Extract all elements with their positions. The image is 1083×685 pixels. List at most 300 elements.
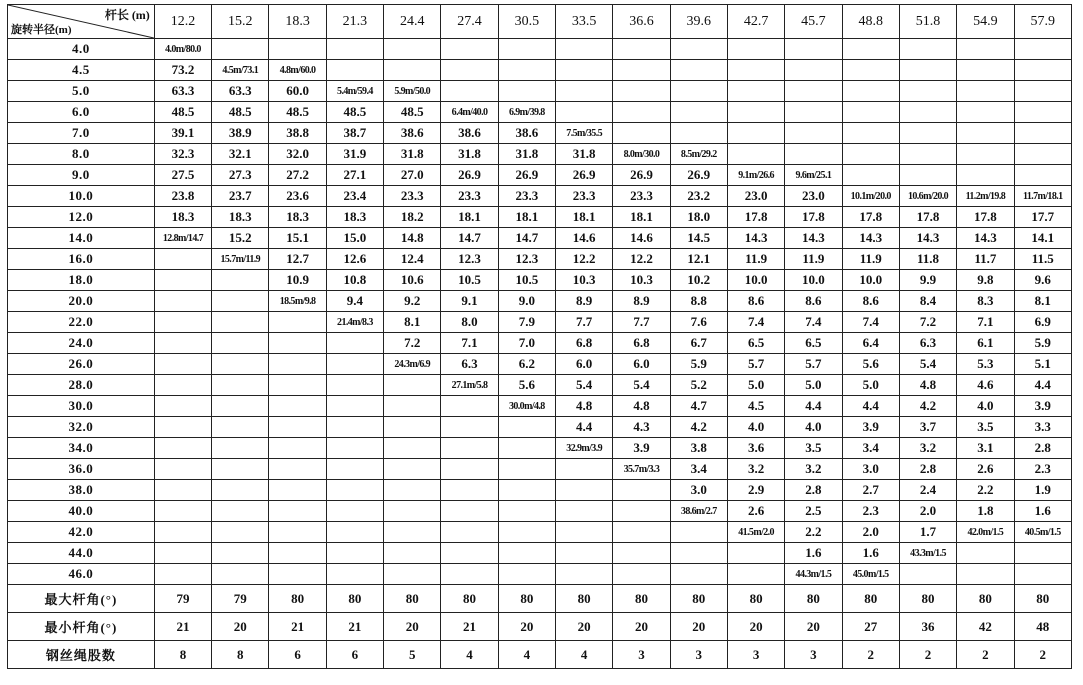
load-cell bbox=[957, 102, 1014, 123]
footer-value: 20 bbox=[727, 613, 784, 641]
load-cell: 48.5 bbox=[269, 102, 326, 123]
load-cell bbox=[613, 123, 670, 144]
footer-value: 80 bbox=[899, 585, 956, 613]
load-cell: 31.8 bbox=[441, 144, 498, 165]
footer-value: 80 bbox=[957, 585, 1014, 613]
table-row bbox=[8, 459, 1072, 480]
load-cell bbox=[613, 564, 670, 585]
load-cell: 14.8 bbox=[384, 228, 441, 249]
limit-load-cell: 44.3m/1.5 bbox=[785, 564, 842, 585]
load-cell bbox=[269, 501, 326, 522]
limit-load-cell: 11.2m/19.8 bbox=[957, 186, 1014, 207]
load-cell: 2.7 bbox=[842, 480, 899, 501]
footer-value: 21 bbox=[441, 613, 498, 641]
limit-load-cell: 6.9m/39.8 bbox=[498, 102, 555, 123]
boom-length-header: 12.2 bbox=[154, 5, 211, 39]
load-cell: 23.8 bbox=[154, 186, 211, 207]
load-cell bbox=[556, 480, 613, 501]
load-cell bbox=[384, 543, 441, 564]
load-cell bbox=[326, 438, 383, 459]
load-cell bbox=[556, 522, 613, 543]
load-cell: 4.0 bbox=[727, 417, 784, 438]
load-cell bbox=[154, 459, 211, 480]
load-cell: 6.0 bbox=[613, 354, 670, 375]
load-cell bbox=[556, 543, 613, 564]
load-cell bbox=[785, 123, 842, 144]
table-row bbox=[8, 396, 1072, 417]
load-cell: 8.6 bbox=[842, 291, 899, 312]
table-row bbox=[8, 354, 1072, 375]
table-row bbox=[8, 144, 1072, 165]
limit-load-cell: 4.8m/60.0 bbox=[269, 60, 326, 81]
load-cell bbox=[498, 39, 555, 60]
load-cell: 4.4 bbox=[556, 417, 613, 438]
limit-load-cell: 42.0m/1.5 bbox=[957, 522, 1014, 543]
load-cell bbox=[556, 39, 613, 60]
load-cell: 12.6 bbox=[326, 249, 383, 270]
load-cell bbox=[441, 522, 498, 543]
footer-value: 20 bbox=[785, 613, 842, 641]
table-row bbox=[8, 207, 1072, 228]
load-cell bbox=[326, 480, 383, 501]
load-cell bbox=[613, 60, 670, 81]
boom-length-header: 48.8 bbox=[842, 5, 899, 39]
load-cell: 2.3 bbox=[1014, 459, 1072, 480]
load-cell bbox=[957, 81, 1014, 102]
boom-length-header: 51.8 bbox=[899, 5, 956, 39]
radius-cell: 10.0 bbox=[8, 186, 155, 207]
footer-row bbox=[8, 613, 1072, 641]
load-cell bbox=[670, 39, 727, 60]
footer-value: 80 bbox=[613, 585, 670, 613]
table-row bbox=[8, 249, 1072, 270]
load-cell: 10.5 bbox=[498, 270, 555, 291]
load-cell: 48.5 bbox=[212, 102, 269, 123]
load-cell bbox=[269, 480, 326, 501]
load-cell bbox=[154, 438, 211, 459]
limit-load-cell: 4.5m/73.1 bbox=[212, 60, 269, 81]
load-cell: 26.9 bbox=[670, 165, 727, 186]
table-row bbox=[8, 543, 1072, 564]
load-cell bbox=[1014, 60, 1072, 81]
load-cell: 5.7 bbox=[785, 354, 842, 375]
limit-load-cell: 41.5m/2.0 bbox=[727, 522, 784, 543]
load-cell: 31.8 bbox=[498, 144, 555, 165]
footer-value: 8 bbox=[154, 641, 211, 669]
load-cell: 12.4 bbox=[384, 249, 441, 270]
load-cell: 7.7 bbox=[556, 312, 613, 333]
load-cell: 31.9 bbox=[326, 144, 383, 165]
load-cell: 2.8 bbox=[899, 459, 956, 480]
footer-value: 80 bbox=[326, 585, 383, 613]
load-cell: 2.8 bbox=[1014, 438, 1072, 459]
load-cell: 32.0 bbox=[269, 144, 326, 165]
load-cell: 4.2 bbox=[899, 396, 956, 417]
load-cell: 11.8 bbox=[899, 249, 956, 270]
load-cell bbox=[269, 375, 326, 396]
load-cell: 10.5 bbox=[441, 270, 498, 291]
load-cell: 27.1 bbox=[326, 165, 383, 186]
load-cell bbox=[212, 291, 269, 312]
load-cell bbox=[212, 312, 269, 333]
load-cell bbox=[154, 522, 211, 543]
load-cell bbox=[384, 459, 441, 480]
load-cell: 7.6 bbox=[670, 312, 727, 333]
load-rows bbox=[8, 39, 1072, 585]
load-cell bbox=[899, 144, 956, 165]
radius-cell: 14.0 bbox=[8, 228, 155, 249]
limit-load-cell: 32.9m/3.9 bbox=[556, 438, 613, 459]
load-cell: 26.9 bbox=[613, 165, 670, 186]
load-cell: 23.3 bbox=[498, 186, 555, 207]
load-cell: 63.3 bbox=[154, 81, 211, 102]
load-cell: 5.7 bbox=[727, 354, 784, 375]
load-cell bbox=[384, 480, 441, 501]
load-cell bbox=[441, 438, 498, 459]
load-cell: 3.9 bbox=[1014, 396, 1072, 417]
load-cell: 7.7 bbox=[613, 312, 670, 333]
load-cell: 73.2 bbox=[154, 60, 211, 81]
load-cell bbox=[269, 564, 326, 585]
load-cell bbox=[613, 543, 670, 564]
table-row bbox=[8, 165, 1072, 186]
load-cell bbox=[212, 354, 269, 375]
limit-load-cell: 8.5m/29.2 bbox=[670, 144, 727, 165]
load-cell bbox=[384, 375, 441, 396]
load-cell bbox=[957, 144, 1014, 165]
load-cell: 2.3 bbox=[842, 501, 899, 522]
load-cell: 8.9 bbox=[613, 291, 670, 312]
radius-cell: 6.0 bbox=[8, 102, 155, 123]
load-cell bbox=[154, 417, 211, 438]
load-cell: 3.2 bbox=[785, 459, 842, 480]
footer-value: 3 bbox=[785, 641, 842, 669]
boom-length-header: 24.4 bbox=[384, 5, 441, 39]
limit-load-cell: 38.6m/2.7 bbox=[670, 501, 727, 522]
load-cell bbox=[154, 543, 211, 564]
load-cell: 7.4 bbox=[727, 312, 784, 333]
load-cell bbox=[556, 459, 613, 480]
limit-load-cell: 21.4m/8.3 bbox=[326, 312, 383, 333]
table-row bbox=[8, 417, 1072, 438]
load-cell bbox=[498, 480, 555, 501]
load-cell: 2.4 bbox=[899, 480, 956, 501]
load-cell: 4.4 bbox=[1014, 375, 1072, 396]
load-cell bbox=[785, 60, 842, 81]
load-cell: 10.3 bbox=[556, 270, 613, 291]
load-cell bbox=[899, 564, 956, 585]
load-cell: 2.8 bbox=[785, 480, 842, 501]
radius-cell: 4.5 bbox=[8, 60, 155, 81]
load-cell bbox=[498, 522, 555, 543]
table-row bbox=[8, 522, 1072, 543]
boom-length-header: 30.5 bbox=[498, 5, 555, 39]
boom-length-header: 57.9 bbox=[1014, 5, 1072, 39]
load-cell: 3.5 bbox=[785, 438, 842, 459]
load-cell: 63.3 bbox=[212, 81, 269, 102]
footer-value: 42 bbox=[957, 613, 1014, 641]
boom-length-header: 21.3 bbox=[326, 5, 383, 39]
load-cell bbox=[326, 375, 383, 396]
load-cell: 27.5 bbox=[154, 165, 211, 186]
load-cell bbox=[498, 417, 555, 438]
limit-load-cell: 45.0m/1.5 bbox=[842, 564, 899, 585]
load-cell: 31.8 bbox=[384, 144, 441, 165]
load-cell bbox=[269, 39, 326, 60]
load-cell bbox=[384, 417, 441, 438]
load-cell: 4.7 bbox=[670, 396, 727, 417]
load-cell: 31.8 bbox=[556, 144, 613, 165]
load-cell: 6.0 bbox=[556, 354, 613, 375]
footer-value: 4 bbox=[441, 641, 498, 669]
load-cell: 12.2 bbox=[556, 249, 613, 270]
load-cell: 10.8 bbox=[326, 270, 383, 291]
footer-value: 20 bbox=[384, 613, 441, 641]
load-cell bbox=[957, 39, 1014, 60]
load-cell: 12.3 bbox=[441, 249, 498, 270]
load-cell bbox=[384, 501, 441, 522]
table-row bbox=[8, 501, 1072, 522]
radius-cell: 44.0 bbox=[8, 543, 155, 564]
load-cell: 9.1 bbox=[441, 291, 498, 312]
load-cell: 3.2 bbox=[727, 459, 784, 480]
load-cell bbox=[727, 144, 784, 165]
load-cell bbox=[727, 543, 784, 564]
load-cell: 3.2 bbox=[899, 438, 956, 459]
load-cell bbox=[498, 438, 555, 459]
load-cell: 4.4 bbox=[842, 396, 899, 417]
load-cell: 7.2 bbox=[384, 333, 441, 354]
load-cell bbox=[326, 396, 383, 417]
load-cell: 8.4 bbox=[899, 291, 956, 312]
load-cell bbox=[384, 396, 441, 417]
footer-value: 8 bbox=[212, 641, 269, 669]
radius-cell: 26.0 bbox=[8, 354, 155, 375]
footer-value: 20 bbox=[613, 613, 670, 641]
footer-label: 钢丝绳股数 bbox=[8, 641, 155, 669]
load-cell bbox=[269, 396, 326, 417]
load-cell bbox=[212, 39, 269, 60]
load-cell: 23.7 bbox=[212, 186, 269, 207]
load-cell bbox=[556, 102, 613, 123]
footer-value: 80 bbox=[785, 585, 842, 613]
load-cell: 18.1 bbox=[556, 207, 613, 228]
load-cell bbox=[441, 396, 498, 417]
load-cell: 18.0 bbox=[670, 207, 727, 228]
load-cell: 3.4 bbox=[670, 459, 727, 480]
load-cell bbox=[326, 522, 383, 543]
load-cell: 14.3 bbox=[842, 228, 899, 249]
limit-load-cell: 30.0m/4.8 bbox=[498, 396, 555, 417]
load-cell: 8.0 bbox=[441, 312, 498, 333]
load-cell: 17.8 bbox=[785, 207, 842, 228]
boom-length-header: 42.7 bbox=[727, 5, 784, 39]
table-row bbox=[8, 60, 1072, 81]
load-cell: 5.9 bbox=[670, 354, 727, 375]
limit-load-cell: 15.7m/11.9 bbox=[212, 249, 269, 270]
load-cell bbox=[384, 438, 441, 459]
load-cell: 7.0 bbox=[498, 333, 555, 354]
load-cell bbox=[957, 165, 1014, 186]
limit-load-cell: 9.1m/26.6 bbox=[727, 165, 784, 186]
load-cell: 3.4 bbox=[842, 438, 899, 459]
load-cell bbox=[842, 102, 899, 123]
footer-value: 80 bbox=[498, 585, 555, 613]
load-cell: 9.4 bbox=[326, 291, 383, 312]
load-cell bbox=[727, 60, 784, 81]
load-cell bbox=[269, 543, 326, 564]
footer-value: 80 bbox=[441, 585, 498, 613]
table-row bbox=[8, 39, 1072, 60]
load-cell: 18.3 bbox=[154, 207, 211, 228]
load-cell: 2.2 bbox=[785, 522, 842, 543]
load-cell: 6.3 bbox=[899, 333, 956, 354]
load-cell: 17.8 bbox=[727, 207, 784, 228]
load-cell: 8.1 bbox=[1014, 291, 1072, 312]
radius-cell: 42.0 bbox=[8, 522, 155, 543]
load-cell bbox=[727, 564, 784, 585]
load-cell: 26.9 bbox=[498, 165, 555, 186]
boom-length-header: 33.5 bbox=[556, 5, 613, 39]
load-cell: 5.0 bbox=[842, 375, 899, 396]
limit-load-cell: 43.3m/1.5 bbox=[899, 543, 956, 564]
load-cell: 3.5 bbox=[957, 417, 1014, 438]
load-cell: 2.6 bbox=[727, 501, 784, 522]
radius-axis-label: 旋转半径(m) bbox=[11, 24, 72, 36]
load-cell: 11.7 bbox=[957, 249, 1014, 270]
load-cell: 23.0 bbox=[727, 186, 784, 207]
load-cell: 4.4 bbox=[785, 396, 842, 417]
limit-load-cell: 10.6m/20.0 bbox=[899, 186, 956, 207]
footer-value: 2 bbox=[957, 641, 1014, 669]
load-cell bbox=[384, 39, 441, 60]
load-cell bbox=[556, 564, 613, 585]
boom-length-header: 18.3 bbox=[269, 5, 326, 39]
load-cell: 5.0 bbox=[785, 375, 842, 396]
load-cell: 6.2 bbox=[498, 354, 555, 375]
load-cell bbox=[1014, 123, 1072, 144]
radius-cell: 32.0 bbox=[8, 417, 155, 438]
load-cell: 14.6 bbox=[556, 228, 613, 249]
load-cell: 26.9 bbox=[556, 165, 613, 186]
table-row bbox=[8, 333, 1072, 354]
limit-load-cell: 24.3m/6.9 bbox=[384, 354, 441, 375]
load-cell bbox=[785, 81, 842, 102]
load-cell bbox=[899, 39, 956, 60]
footer-value: 79 bbox=[154, 585, 211, 613]
load-cell: 8.3 bbox=[957, 291, 1014, 312]
load-cell bbox=[326, 564, 383, 585]
load-cell: 32.1 bbox=[212, 144, 269, 165]
load-cell: 17.7 bbox=[1014, 207, 1072, 228]
load-cell bbox=[326, 501, 383, 522]
load-cell: 60.0 bbox=[269, 81, 326, 102]
limit-load-cell: 27.1m/5.8 bbox=[441, 375, 498, 396]
load-cell bbox=[154, 501, 211, 522]
load-cell: 12.3 bbox=[498, 249, 555, 270]
load-cell bbox=[212, 501, 269, 522]
load-cell bbox=[613, 480, 670, 501]
load-cell: 3.9 bbox=[613, 438, 670, 459]
footer-value: 21 bbox=[326, 613, 383, 641]
load-cell bbox=[842, 123, 899, 144]
load-cell: 48.5 bbox=[384, 102, 441, 123]
load-cell: 5.6 bbox=[498, 375, 555, 396]
load-cell: 5.3 bbox=[957, 354, 1014, 375]
table-row bbox=[8, 564, 1072, 585]
table-row bbox=[8, 123, 1072, 144]
load-cell: 6.5 bbox=[727, 333, 784, 354]
footer-value: 79 bbox=[212, 585, 269, 613]
load-cell: 4.2 bbox=[670, 417, 727, 438]
load-cell: 38.6 bbox=[441, 123, 498, 144]
load-cell: 11.9 bbox=[727, 249, 784, 270]
load-cell bbox=[613, 39, 670, 60]
footer-value: 4 bbox=[556, 641, 613, 669]
load-cell bbox=[899, 81, 956, 102]
crane-load-chart-table bbox=[7, 4, 1072, 669]
load-cell bbox=[154, 249, 211, 270]
load-cell: 4.8 bbox=[556, 396, 613, 417]
load-cell: 1.9 bbox=[1014, 480, 1072, 501]
load-chart-container bbox=[7, 4, 1072, 669]
load-cell: 18.1 bbox=[441, 207, 498, 228]
load-cell: 9.6 bbox=[1014, 270, 1072, 291]
load-cell bbox=[269, 333, 326, 354]
load-cell: 4.5 bbox=[727, 396, 784, 417]
load-cell: 2.6 bbox=[957, 459, 1014, 480]
load-cell bbox=[154, 564, 211, 585]
load-cell bbox=[269, 438, 326, 459]
radius-cell: 7.0 bbox=[8, 123, 155, 144]
load-cell: 7.9 bbox=[498, 312, 555, 333]
table-row bbox=[8, 186, 1072, 207]
load-cell: 5.9 bbox=[1014, 333, 1072, 354]
footer-row bbox=[8, 641, 1072, 669]
footer-value: 80 bbox=[384, 585, 441, 613]
load-cell: 3.3 bbox=[1014, 417, 1072, 438]
load-cell: 8.8 bbox=[670, 291, 727, 312]
load-cell: 23.0 bbox=[785, 186, 842, 207]
load-cell: 12.2 bbox=[613, 249, 670, 270]
load-cell: 15.1 bbox=[269, 228, 326, 249]
load-cell bbox=[498, 564, 555, 585]
load-cell: 6.8 bbox=[613, 333, 670, 354]
radius-cell: 36.0 bbox=[8, 459, 155, 480]
load-cell: 10.0 bbox=[727, 270, 784, 291]
boom-length-header: 36.6 bbox=[613, 5, 670, 39]
load-cell: 27.0 bbox=[384, 165, 441, 186]
footer-value: 48 bbox=[1014, 613, 1072, 641]
table-row bbox=[8, 270, 1072, 291]
load-cell bbox=[670, 102, 727, 123]
load-cell: 7.4 bbox=[785, 312, 842, 333]
load-cell: 14.6 bbox=[613, 228, 670, 249]
load-cell bbox=[670, 123, 727, 144]
load-cell: 2.0 bbox=[842, 522, 899, 543]
footer-value: 20 bbox=[556, 613, 613, 641]
load-cell bbox=[498, 60, 555, 81]
load-cell bbox=[1014, 564, 1072, 585]
footer-value: 2 bbox=[842, 641, 899, 669]
load-cell: 11.9 bbox=[785, 249, 842, 270]
load-cell bbox=[212, 564, 269, 585]
load-cell: 7.2 bbox=[899, 312, 956, 333]
load-cell bbox=[957, 543, 1014, 564]
load-cell: 26.9 bbox=[441, 165, 498, 186]
load-cell bbox=[269, 522, 326, 543]
load-cell bbox=[441, 60, 498, 81]
